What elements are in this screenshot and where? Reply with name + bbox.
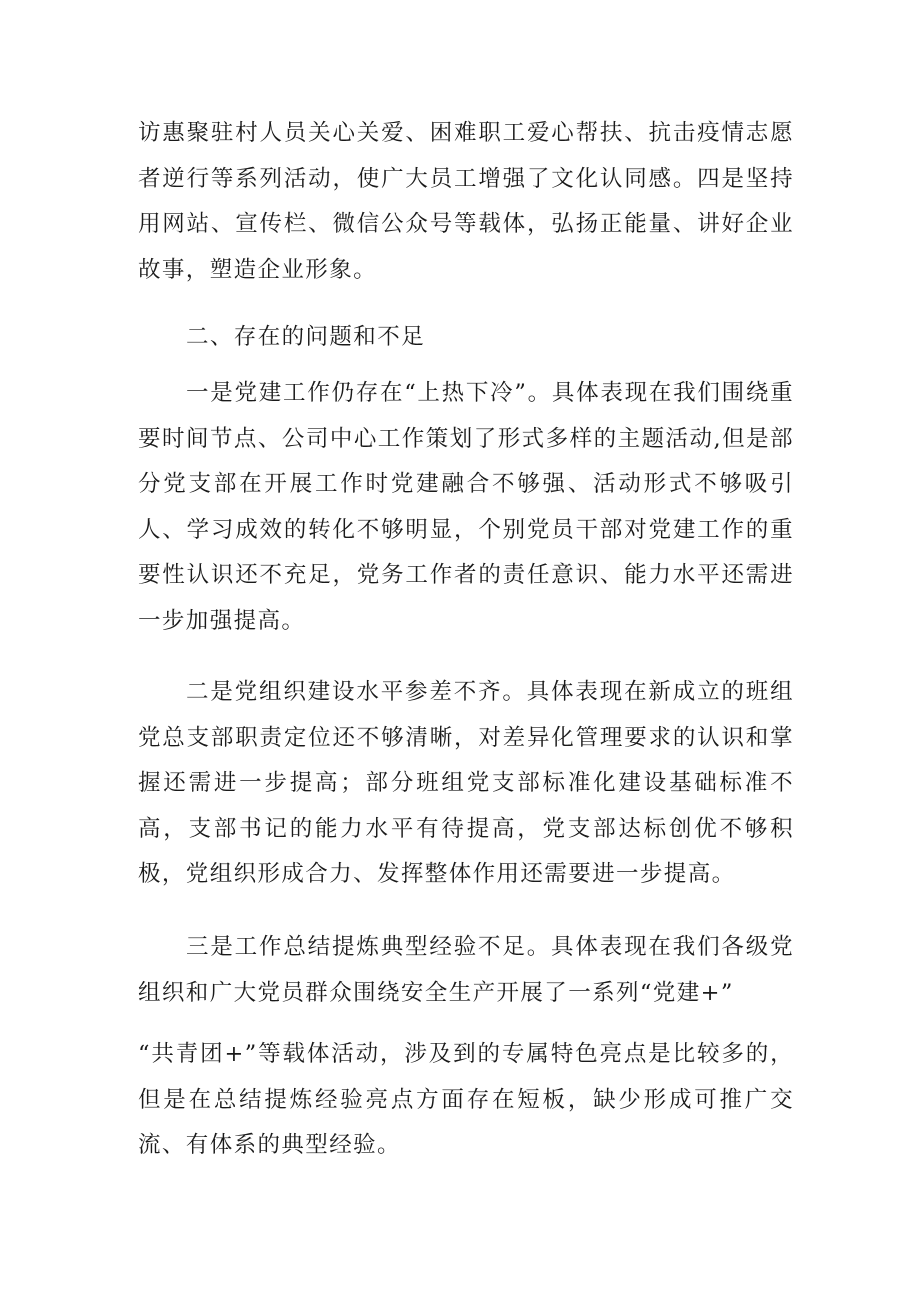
paragraph-problem-three-continued: “共青团+”等载体活动，涉及到的专属特色亮点是比较多的，但是在总结提炼经验亮点方面存在短板，缺少形成可推广交流、有体系的典型经验。 (138, 1041, 794, 1158)
paragraph-continued-activities: 访惠聚驻村人员关心关爱、困难职工爱心帮扶、抗击疫情志愿者逆行等系列活动，使广大员工增强了文化认同感。四是坚持用网站、宣传栏、微信公众号等载体，弘扬正能量、讲好企业故事，塑造企业形象。 (138, 120, 794, 283)
paragraph-problem-two: 二是党组织建设水平参差不齐。具体表现在新成立的班组党总支部职责定位还不够清晰，对差异化管理要求的认识和掌握还需进一步提高；部分班组党支部标准化建设基础标准不高，支部书记的能力水平有待提高，党支部达标创优不够积极，党组织形成合力、发挥整体作用还需要进一步提高。 (138, 679, 794, 887)
paragraph-problem-three: 三是工作总结提炼典型经验不足。具体表现在我们各级党组织和广大党员群众围绕安全生产开展了一系列“党建+” (138, 934, 794, 1006)
section-heading-problems: 二、存在的问题和不足 (186, 324, 426, 350)
paragraph-problem-one: 一是党建工作仍存在“上热下冷”。具体表现在我们围绕重要时间节点、公司中心工作策划了形式多样的主题活动,但是部分党支部在开展工作时党建融合不够强、活动形式不够吸引人、学习成效的转化不够明显，个别党员干部对党建工作的重要性认识还不充足，党务工作者的责任意识、能力水平还需进一步加强提高。 (138, 380, 794, 634)
